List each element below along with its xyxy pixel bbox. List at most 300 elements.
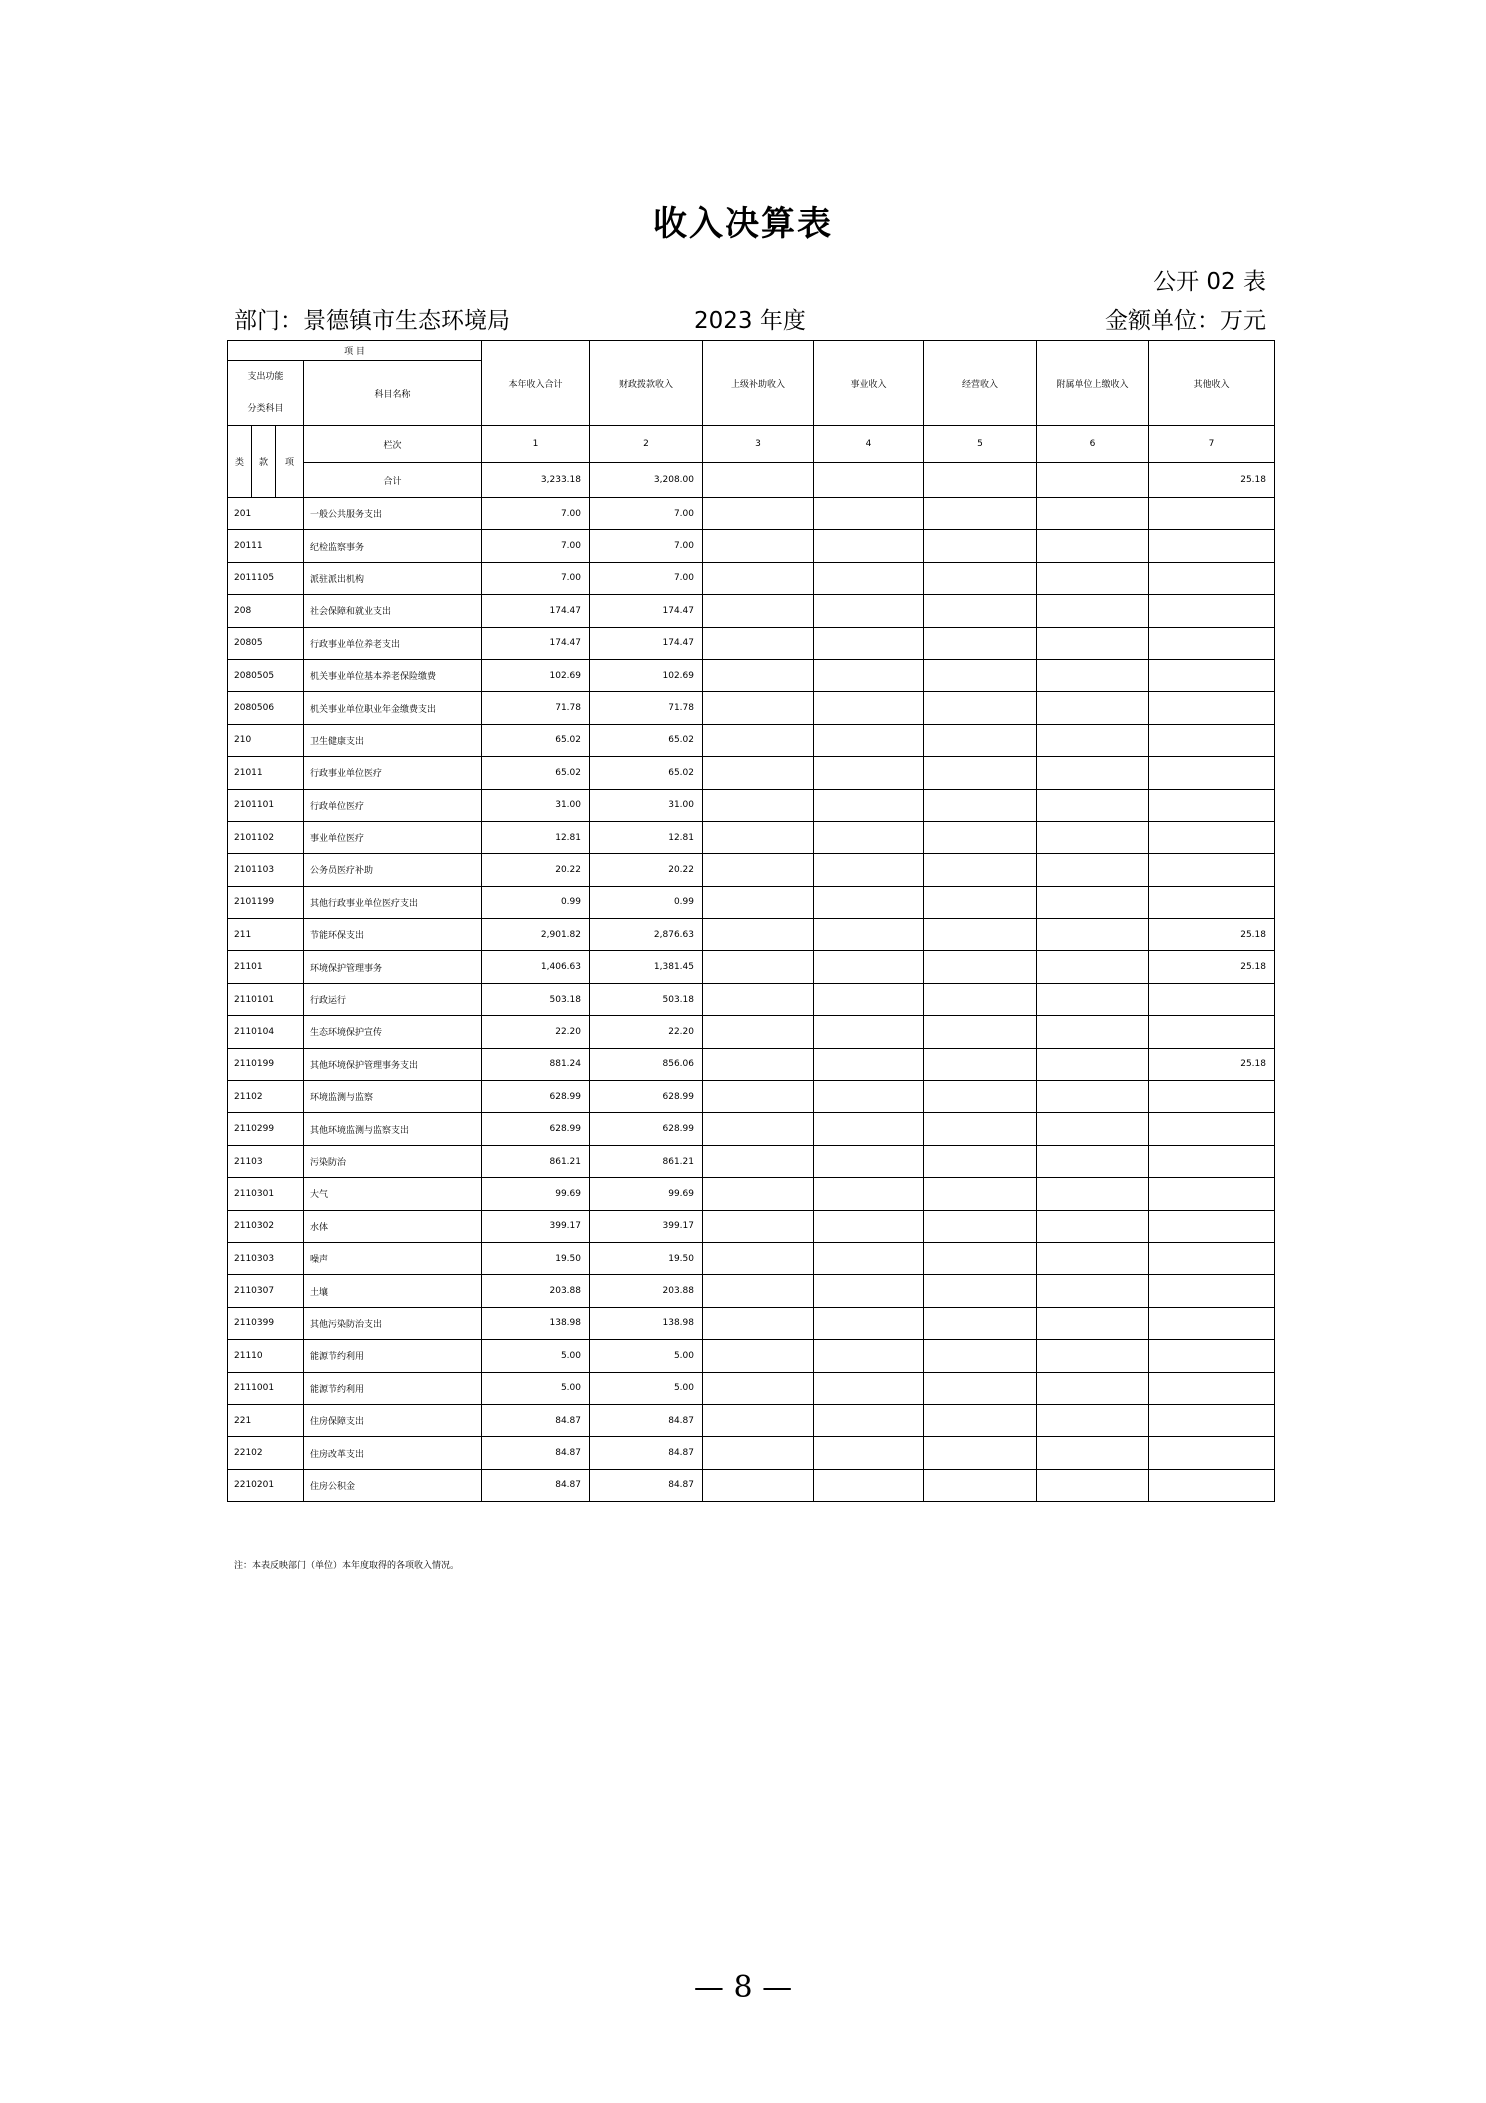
row-total-income: 7.00 xyxy=(482,562,590,594)
header-lei: 类 xyxy=(228,426,252,498)
row-code: 210 xyxy=(228,724,304,756)
row-other-income xyxy=(1149,498,1275,530)
row-superior-subsidy xyxy=(703,530,814,562)
row-superior-subsidy xyxy=(703,1404,814,1436)
row-fiscal-appropriation: 856.06 xyxy=(590,1048,703,1080)
table-row xyxy=(228,498,1275,530)
row-subject-name: 污染防治 xyxy=(304,1145,482,1177)
row-subject-name: 其他环境保护管理事务支出 xyxy=(304,1048,482,1080)
row-total-income: 20.22 xyxy=(482,854,590,886)
col-number-6: 6 xyxy=(1037,426,1149,463)
row-superior-subsidy xyxy=(703,1016,814,1048)
row-fiscal-appropriation: 99.69 xyxy=(590,1178,703,1210)
col-number-2: 2 xyxy=(590,426,703,463)
row-operating-income xyxy=(924,821,1037,853)
row-total-income: 138.98 xyxy=(482,1307,590,1339)
row-subject-name: 行政单位医疗 xyxy=(304,789,482,821)
row-total-income: 203.88 xyxy=(482,1275,590,1307)
row-subject-name: 行政事业单位医疗 xyxy=(304,757,482,789)
row-business-income xyxy=(814,886,924,918)
row-fiscal-appropriation: 628.99 xyxy=(590,1081,703,1113)
row-subject-name: 环境保护管理事务 xyxy=(304,951,482,983)
row-operating-income xyxy=(924,983,1037,1015)
table-row xyxy=(228,1437,1275,1469)
row-subordinate-income xyxy=(1037,1081,1149,1113)
table-row xyxy=(228,951,1275,983)
row-fiscal-appropriation: 203.88 xyxy=(590,1275,703,1307)
row-business-income xyxy=(814,1113,924,1145)
table-row xyxy=(228,530,1275,562)
row-superior-subsidy xyxy=(703,1275,814,1307)
row-code: 211 xyxy=(228,919,304,951)
row-total-income: 12.81 xyxy=(482,821,590,853)
row-code: 2110104 xyxy=(228,1016,304,1048)
row-code: 21102 xyxy=(228,1081,304,1113)
row-total-income: 861.21 xyxy=(482,1145,590,1177)
row-fiscal-appropriation: 1,381.45 xyxy=(590,951,703,983)
row-code: 20111 xyxy=(228,530,304,562)
header-col-1: 本年收入合计 xyxy=(482,341,590,426)
row-superior-subsidy xyxy=(703,983,814,1015)
row-subordinate-income xyxy=(1037,983,1149,1015)
table-row xyxy=(228,821,1275,853)
row-business-income xyxy=(814,1404,924,1436)
row-total-income: 174.47 xyxy=(482,595,590,627)
row-superior-subsidy xyxy=(703,1242,814,1274)
row-total-income: 399.17 xyxy=(482,1210,590,1242)
row-total-income: 0.99 xyxy=(482,886,590,918)
row-operating-income xyxy=(924,919,1037,951)
table-row xyxy=(228,1145,1275,1177)
row-total-income: 7.00 xyxy=(482,530,590,562)
row-operating-income xyxy=(924,886,1037,918)
table-row xyxy=(228,1372,1275,1404)
row-operating-income xyxy=(924,1048,1037,1080)
table-row xyxy=(228,1210,1275,1242)
row-subordinate-income xyxy=(1037,1307,1149,1339)
row-operating-income xyxy=(924,724,1037,756)
row-subject-name: 公务员医疗补助 xyxy=(304,854,482,886)
row-other-income xyxy=(1149,1469,1275,1501)
income-table xyxy=(227,340,1275,1502)
row-code: 2110307 xyxy=(228,1275,304,1307)
row-superior-subsidy xyxy=(703,724,814,756)
row-subject-name: 能源节约利用 xyxy=(304,1372,482,1404)
row-fiscal-appropriation: 12.81 xyxy=(590,821,703,853)
row-superior-subsidy xyxy=(703,789,814,821)
row-code: 221 xyxy=(228,1404,304,1436)
amount-unit: 金额单位：万元 xyxy=(1105,308,1266,334)
row-total-income: 503.18 xyxy=(482,983,590,1015)
row-business-income xyxy=(814,983,924,1015)
total-cell-2: 3,208.00 xyxy=(590,463,703,498)
table-row xyxy=(228,1242,1275,1274)
row-fiscal-appropriation: 84.87 xyxy=(590,1469,703,1501)
row-superior-subsidy xyxy=(703,1113,814,1145)
row-other-income xyxy=(1149,1145,1275,1177)
row-subordinate-income xyxy=(1037,692,1149,724)
total-label: 合计 xyxy=(304,463,482,498)
row-total-income: 881.24 xyxy=(482,1048,590,1080)
row-other-income xyxy=(1149,1275,1275,1307)
row-business-income xyxy=(814,1469,924,1501)
row-operating-income xyxy=(924,951,1037,983)
row-fiscal-appropriation: 22.20 xyxy=(590,1016,703,1048)
row-subordinate-income xyxy=(1037,1437,1149,1469)
row-subject-name: 派驻派出机构 xyxy=(304,562,482,594)
row-subordinate-income xyxy=(1037,919,1149,951)
row-operating-income xyxy=(924,854,1037,886)
table-meta xyxy=(234,302,1266,334)
row-operating-income xyxy=(924,1242,1037,1274)
row-other-income xyxy=(1149,1437,1275,1469)
row-code: 2110302 xyxy=(228,1210,304,1242)
row-subordinate-income xyxy=(1037,627,1149,659)
row-code: 2101101 xyxy=(228,789,304,821)
table-row xyxy=(228,724,1275,756)
row-subject-name: 住房改革支出 xyxy=(304,1437,482,1469)
row-code: 2080506 xyxy=(228,692,304,724)
row-total-income: 99.69 xyxy=(482,1178,590,1210)
row-superior-subsidy xyxy=(703,951,814,983)
row-other-income xyxy=(1149,1081,1275,1113)
row-other-income xyxy=(1149,659,1275,691)
row-operating-income xyxy=(924,1016,1037,1048)
table-row xyxy=(228,692,1275,724)
row-operating-income xyxy=(924,757,1037,789)
row-total-income: 628.99 xyxy=(482,1081,590,1113)
header-kuan: 款 xyxy=(252,426,276,498)
row-subordinate-income xyxy=(1037,1469,1149,1501)
row-subject-name: 社会保障和就业支出 xyxy=(304,595,482,627)
fiscal-year: 2023 年度 xyxy=(694,308,806,334)
row-superior-subsidy xyxy=(703,757,814,789)
row-subject-name: 行政运行 xyxy=(304,983,482,1015)
row-superior-subsidy xyxy=(703,692,814,724)
row-subject-name: 土壤 xyxy=(304,1275,482,1307)
row-subject-name: 纪检监察事务 xyxy=(304,530,482,562)
row-subordinate-income xyxy=(1037,821,1149,853)
table-row xyxy=(228,1275,1275,1307)
row-code: 208 xyxy=(228,595,304,627)
row-total-income: 84.87 xyxy=(482,1469,590,1501)
row-code: 21101 xyxy=(228,951,304,983)
row-subject-name: 卫生健康支出 xyxy=(304,724,482,756)
row-fiscal-appropriation: 84.87 xyxy=(590,1437,703,1469)
row-business-income xyxy=(814,919,924,951)
row-fiscal-appropriation: 5.00 xyxy=(590,1340,703,1372)
row-other-income xyxy=(1149,886,1275,918)
table-body xyxy=(228,498,1275,1502)
row-business-income xyxy=(814,724,924,756)
row-subordinate-income xyxy=(1037,562,1149,594)
row-code: 2101102 xyxy=(228,821,304,853)
total-cell-5 xyxy=(924,463,1037,498)
table-row xyxy=(228,757,1275,789)
row-fiscal-appropriation: 7.00 xyxy=(590,530,703,562)
row-subordinate-income xyxy=(1037,659,1149,691)
row-superior-subsidy xyxy=(703,562,814,594)
row-total-income: 71.78 xyxy=(482,692,590,724)
row-total-income: 2,901.82 xyxy=(482,919,590,951)
row-superior-subsidy xyxy=(703,919,814,951)
row-operating-income xyxy=(924,692,1037,724)
row-other-income xyxy=(1149,1113,1275,1145)
row-fiscal-appropriation: 628.99 xyxy=(590,1113,703,1145)
row-subordinate-income xyxy=(1037,1210,1149,1242)
total-cell-3 xyxy=(703,463,814,498)
row-subject-name: 噪声 xyxy=(304,1242,482,1274)
row-code: 2080505 xyxy=(228,659,304,691)
row-subject-name: 机关事业单位职业年金缴费支出 xyxy=(304,692,482,724)
row-subordinate-income xyxy=(1037,1048,1149,1080)
table-row xyxy=(228,789,1275,821)
table-row xyxy=(228,1178,1275,1210)
row-business-income xyxy=(814,1016,924,1048)
row-business-income xyxy=(814,951,924,983)
row-fiscal-appropriation: 861.21 xyxy=(590,1145,703,1177)
table-row xyxy=(228,1113,1275,1145)
header-func-class-a: 支出功能 xyxy=(247,372,284,382)
row-business-income xyxy=(814,1178,924,1210)
row-business-income xyxy=(814,1275,924,1307)
header-col-5: 经营收入 xyxy=(924,341,1037,426)
row-fiscal-appropriation: 174.47 xyxy=(590,627,703,659)
row-subject-name: 环境监测与监察 xyxy=(304,1081,482,1113)
row-total-income: 65.02 xyxy=(482,724,590,756)
row-superior-subsidy xyxy=(703,1307,814,1339)
row-other-income xyxy=(1149,789,1275,821)
row-operating-income xyxy=(924,1437,1037,1469)
table-row xyxy=(228,659,1275,691)
row-fiscal-appropriation: 5.00 xyxy=(590,1372,703,1404)
row-code: 2101103 xyxy=(228,854,304,886)
row-fiscal-appropriation: 65.02 xyxy=(590,757,703,789)
col-number-3: 3 xyxy=(703,426,814,463)
row-fiscal-appropriation: 84.87 xyxy=(590,1404,703,1436)
row-business-income xyxy=(814,1048,924,1080)
row-subject-name: 行政事业单位养老支出 xyxy=(304,627,482,659)
row-subject-name: 水体 xyxy=(304,1210,482,1242)
row-subject-name: 一般公共服务支出 xyxy=(304,498,482,530)
row-other-income xyxy=(1149,1210,1275,1242)
row-operating-income xyxy=(924,530,1037,562)
row-total-income: 22.20 xyxy=(482,1016,590,1048)
table-row xyxy=(228,919,1275,951)
row-other-income xyxy=(1149,1404,1275,1436)
row-fiscal-appropriation: 19.50 xyxy=(590,1242,703,1274)
col-number-7: 7 xyxy=(1149,426,1275,463)
row-superior-subsidy xyxy=(703,1081,814,1113)
row-other-income xyxy=(1149,1340,1275,1372)
row-fiscal-appropriation: 7.00 xyxy=(590,498,703,530)
table-row xyxy=(228,595,1275,627)
row-fiscal-appropriation: 102.69 xyxy=(590,659,703,691)
row-superior-subsidy xyxy=(703,595,814,627)
department-label: 部门：景德镇市生态环境局 xyxy=(234,308,510,334)
row-business-income xyxy=(814,789,924,821)
row-other-income xyxy=(1149,692,1275,724)
row-other-income xyxy=(1149,821,1275,853)
header-project: 项 目 xyxy=(228,341,482,361)
row-superior-subsidy xyxy=(703,1340,814,1372)
row-business-income xyxy=(814,659,924,691)
col-number-1: 1 xyxy=(482,426,590,463)
row-fiscal-appropriation: 0.99 xyxy=(590,886,703,918)
row-superior-subsidy xyxy=(703,821,814,853)
row-business-income xyxy=(814,854,924,886)
row-total-income: 5.00 xyxy=(482,1372,590,1404)
row-total-income: 5.00 xyxy=(482,1340,590,1372)
header-subject-name: 科目名称 xyxy=(304,361,482,426)
row-total-income: 84.87 xyxy=(482,1404,590,1436)
row-subject-name: 生态环境保护宣传 xyxy=(304,1016,482,1048)
row-code: 21110 xyxy=(228,1340,304,1372)
row-total-income: 84.87 xyxy=(482,1437,590,1469)
table-row xyxy=(228,1016,1275,1048)
row-operating-income xyxy=(924,1469,1037,1501)
row-total-income: 65.02 xyxy=(482,757,590,789)
page-number: — 8 — xyxy=(693,1970,793,2005)
row-superior-subsidy xyxy=(703,1437,814,1469)
header-col-6: 附属单位上缴收入 xyxy=(1037,341,1149,426)
row-superior-subsidy xyxy=(703,854,814,886)
row-business-income xyxy=(814,595,924,627)
row-subordinate-income xyxy=(1037,1242,1149,1274)
row-other-income xyxy=(1149,983,1275,1015)
row-code: 2110301 xyxy=(228,1178,304,1210)
row-business-income xyxy=(814,1372,924,1404)
row-other-income xyxy=(1149,530,1275,562)
row-superior-subsidy xyxy=(703,1048,814,1080)
row-fiscal-appropriation: 20.22 xyxy=(590,854,703,886)
row-code: 2210201 xyxy=(228,1469,304,1501)
row-total-income: 628.99 xyxy=(482,1113,590,1145)
row-operating-income xyxy=(924,627,1037,659)
row-fiscal-appropriation: 2,876.63 xyxy=(590,919,703,951)
row-subject-name: 住房保障支出 xyxy=(304,1404,482,1436)
row-total-income: 174.47 xyxy=(482,627,590,659)
row-total-income: 19.50 xyxy=(482,1242,590,1274)
row-other-income xyxy=(1149,595,1275,627)
row-subordinate-income xyxy=(1037,789,1149,821)
row-other-income xyxy=(1149,1307,1275,1339)
row-code: 2110199 xyxy=(228,1048,304,1080)
row-subject-name: 大气 xyxy=(304,1178,482,1210)
row-superior-subsidy xyxy=(703,498,814,530)
header-col-2: 财政拨款收入 xyxy=(590,341,703,426)
row-total-income: 7.00 xyxy=(482,498,590,530)
row-other-income xyxy=(1149,1242,1275,1274)
row-subordinate-income xyxy=(1037,1113,1149,1145)
row-subject-name: 住房公积金 xyxy=(304,1469,482,1501)
row-operating-income xyxy=(924,1404,1037,1436)
table-row xyxy=(228,1048,1275,1080)
row-other-income: 25.18 xyxy=(1149,1048,1275,1080)
row-subordinate-income xyxy=(1037,757,1149,789)
row-operating-income xyxy=(924,595,1037,627)
row-subordinate-income xyxy=(1037,1145,1149,1177)
row-subordinate-income xyxy=(1037,1404,1149,1436)
table-row xyxy=(228,627,1275,659)
row-fiscal-appropriation: 174.47 xyxy=(590,595,703,627)
row-superior-subsidy xyxy=(703,627,814,659)
row-operating-income xyxy=(924,498,1037,530)
row-business-income xyxy=(814,821,924,853)
row-business-income xyxy=(814,1242,924,1274)
row-superior-subsidy xyxy=(703,1145,814,1177)
row-fiscal-appropriation: 399.17 xyxy=(590,1210,703,1242)
row-subject-name: 机关事业单位基本养老保险缴费 xyxy=(304,659,482,691)
row-business-income xyxy=(814,1307,924,1339)
row-subordinate-income xyxy=(1037,724,1149,756)
col-number-5: 5 xyxy=(924,426,1037,463)
table-row xyxy=(228,1469,1275,1501)
row-operating-income xyxy=(924,1307,1037,1339)
row-subordinate-income xyxy=(1037,854,1149,886)
row-subject-name: 节能环保支出 xyxy=(304,919,482,951)
row-business-income xyxy=(814,1340,924,1372)
row-superior-subsidy xyxy=(703,1178,814,1210)
row-other-income xyxy=(1149,757,1275,789)
row-superior-subsidy xyxy=(703,1372,814,1404)
row-business-income xyxy=(814,1145,924,1177)
row-code: 20805 xyxy=(228,627,304,659)
row-code: 2110399 xyxy=(228,1307,304,1339)
header-func-class xyxy=(228,361,304,426)
table-row xyxy=(228,562,1275,594)
row-operating-income xyxy=(924,1275,1037,1307)
row-other-income xyxy=(1149,854,1275,886)
row-operating-income xyxy=(924,789,1037,821)
row-business-income xyxy=(814,562,924,594)
row-subordinate-income xyxy=(1037,1372,1149,1404)
row-fiscal-appropriation: 138.98 xyxy=(590,1307,703,1339)
row-other-income: 25.18 xyxy=(1149,951,1275,983)
row-fiscal-appropriation: 7.00 xyxy=(590,562,703,594)
row-subordinate-income xyxy=(1037,951,1149,983)
header-col-3: 上级补助收入 xyxy=(703,341,814,426)
row-operating-income xyxy=(924,1210,1037,1242)
row-business-income xyxy=(814,1081,924,1113)
row-operating-income xyxy=(924,1081,1037,1113)
page-title: 收入决算表 xyxy=(653,204,833,244)
row-business-income xyxy=(814,1210,924,1242)
row-fiscal-appropriation: 65.02 xyxy=(590,724,703,756)
row-subject-name: 其他环境监测与监察支出 xyxy=(304,1113,482,1145)
row-total-income: 1,406.63 xyxy=(482,951,590,983)
row-subordinate-income xyxy=(1037,595,1149,627)
total-cell-7: 25.18 xyxy=(1149,463,1275,498)
header-xiang: 项 xyxy=(276,426,304,498)
total-cell-1: 3,233.18 xyxy=(482,463,590,498)
row-subject-name: 其他行政事业单位医疗支出 xyxy=(304,886,482,918)
table-row xyxy=(228,983,1275,1015)
row-fiscal-appropriation: 71.78 xyxy=(590,692,703,724)
header-col-label: 栏次 xyxy=(304,426,482,463)
row-operating-income xyxy=(924,562,1037,594)
table-row xyxy=(228,1340,1275,1372)
row-subordinate-income xyxy=(1037,1178,1149,1210)
row-other-income xyxy=(1149,1372,1275,1404)
row-subject-name: 事业单位医疗 xyxy=(304,821,482,853)
row-superior-subsidy xyxy=(703,1210,814,1242)
row-operating-income xyxy=(924,1372,1037,1404)
row-code: 2110101 xyxy=(228,983,304,1015)
header-func-class-b: 分类科目 xyxy=(247,404,284,414)
row-subordinate-income xyxy=(1037,530,1149,562)
row-other-income xyxy=(1149,562,1275,594)
